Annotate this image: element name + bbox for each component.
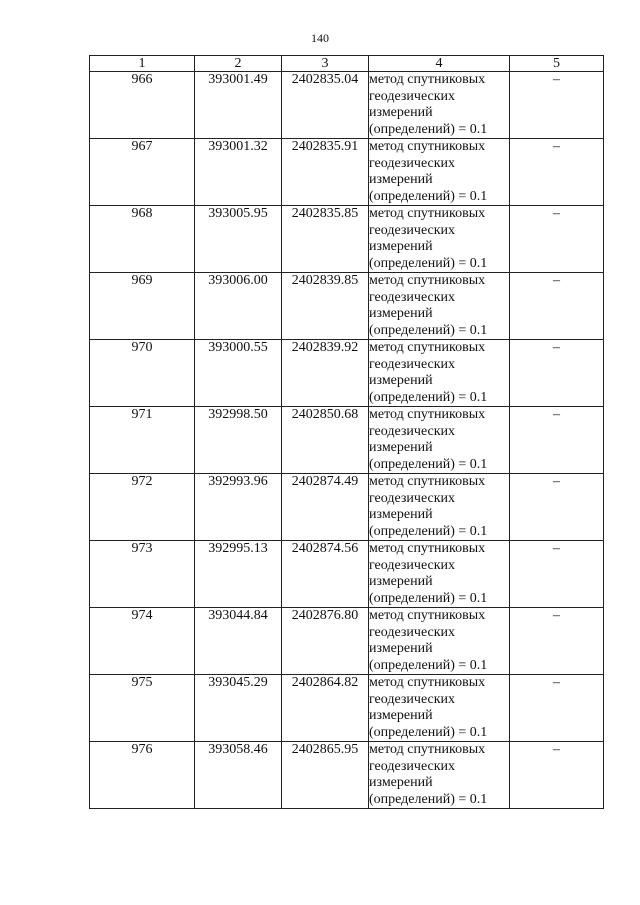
x-coordinate-cell: 393044.84: [195, 608, 282, 675]
y-coordinate-cell: 2402839.92: [282, 340, 369, 407]
header-col-5: 5: [510, 56, 604, 72]
point-number-cell: 976: [90, 742, 195, 809]
method-cell: метод спутниковых геодезических измерений (определений) = 0.1: [369, 139, 510, 206]
header-col-1: 1: [90, 56, 195, 72]
coordinates-table: [89, 55, 604, 809]
method-cell: метод спутниковых геодезических измерений (определений) = 0.1: [369, 541, 510, 608]
point-number-cell: 973: [90, 541, 195, 608]
note-cell: –: [510, 139, 604, 206]
point-number-cell: 969: [90, 273, 195, 340]
point-number-cell: 968: [90, 206, 195, 273]
header-row: [90, 56, 604, 72]
point-number-cell: 972: [90, 474, 195, 541]
table-row: [90, 541, 604, 608]
table-row: [90, 139, 604, 206]
point-number-cell: 967: [90, 139, 195, 206]
method-cell: метод спутниковых геодезических измерений (определений) = 0.1: [369, 72, 510, 139]
table-row: [90, 608, 604, 675]
x-coordinate-cell: 393006.00: [195, 273, 282, 340]
point-number-cell: 974: [90, 608, 195, 675]
table-row: [90, 675, 604, 742]
x-coordinate-cell: 393001.49: [195, 72, 282, 139]
point-number-cell: 966: [90, 72, 195, 139]
x-coordinate-cell: 393000.55: [195, 340, 282, 407]
note-cell: –: [510, 541, 604, 608]
method-cell: метод спутниковых геодезических измерений (определений) = 0.1: [369, 206, 510, 273]
header-col-3: 3: [282, 56, 369, 72]
note-cell: –: [510, 742, 604, 809]
note-cell: –: [510, 608, 604, 675]
x-coordinate-cell: 392998.50: [195, 407, 282, 474]
note-cell: –: [510, 340, 604, 407]
x-coordinate-cell: 393001.32: [195, 139, 282, 206]
x-coordinate-cell: 393005.95: [195, 206, 282, 273]
y-coordinate-cell: 2402876.80: [282, 608, 369, 675]
point-number-cell: 970: [90, 340, 195, 407]
table-row: [90, 273, 604, 340]
note-cell: –: [510, 675, 604, 742]
method-cell: метод спутниковых геодезических измерений (определений) = 0.1: [369, 608, 510, 675]
method-cell: метод спутниковых геодезических измерений (определений) = 0.1: [369, 340, 510, 407]
table-row: [90, 72, 604, 139]
table-row: [90, 742, 604, 809]
table-row: [90, 407, 604, 474]
x-coordinate-cell: 392993.96: [195, 474, 282, 541]
y-coordinate-cell: 2402835.91: [282, 139, 369, 206]
method-cell: метод спутниковых геодезических измерений (определений) = 0.1: [369, 675, 510, 742]
method-cell: метод спутниковых геодезических измерений (определений) = 0.1: [369, 742, 510, 809]
table-body: [90, 72, 604, 809]
y-coordinate-cell: 2402874.49: [282, 474, 369, 541]
method-cell: метод спутниковых геодезических измерений (определений) = 0.1: [369, 407, 510, 474]
point-number-cell: 971: [90, 407, 195, 474]
x-coordinate-cell: 392995.13: [195, 541, 282, 608]
y-coordinate-cell: 2402874.56: [282, 541, 369, 608]
table-row: [90, 474, 604, 541]
y-coordinate-cell: 2402864.82: [282, 675, 369, 742]
table-row: [90, 340, 604, 407]
note-cell: –: [510, 474, 604, 541]
table-row: [90, 206, 604, 273]
y-coordinate-cell: 2402850.68: [282, 407, 369, 474]
note-cell: –: [510, 72, 604, 139]
note-cell: –: [510, 273, 604, 340]
y-coordinate-cell: 2402865.95: [282, 742, 369, 809]
table-header: [90, 56, 604, 72]
x-coordinate-cell: 393058.46: [195, 742, 282, 809]
header-col-4: 4: [369, 56, 510, 72]
y-coordinate-cell: 2402835.04: [282, 72, 369, 139]
point-number-cell: 975: [90, 675, 195, 742]
page-number: 140: [311, 31, 329, 45]
header-col-2: 2: [195, 56, 282, 72]
method-cell: метод спутниковых геодезических измерений (определений) = 0.1: [369, 474, 510, 541]
method-cell: метод спутниковых геодезических измерений (определений) = 0.1: [369, 273, 510, 340]
note-cell: –: [510, 206, 604, 273]
y-coordinate-cell: 2402839.85: [282, 273, 369, 340]
y-coordinate-cell: 2402835.85: [282, 206, 369, 273]
x-coordinate-cell: 393045.29: [195, 675, 282, 742]
note-cell: –: [510, 407, 604, 474]
